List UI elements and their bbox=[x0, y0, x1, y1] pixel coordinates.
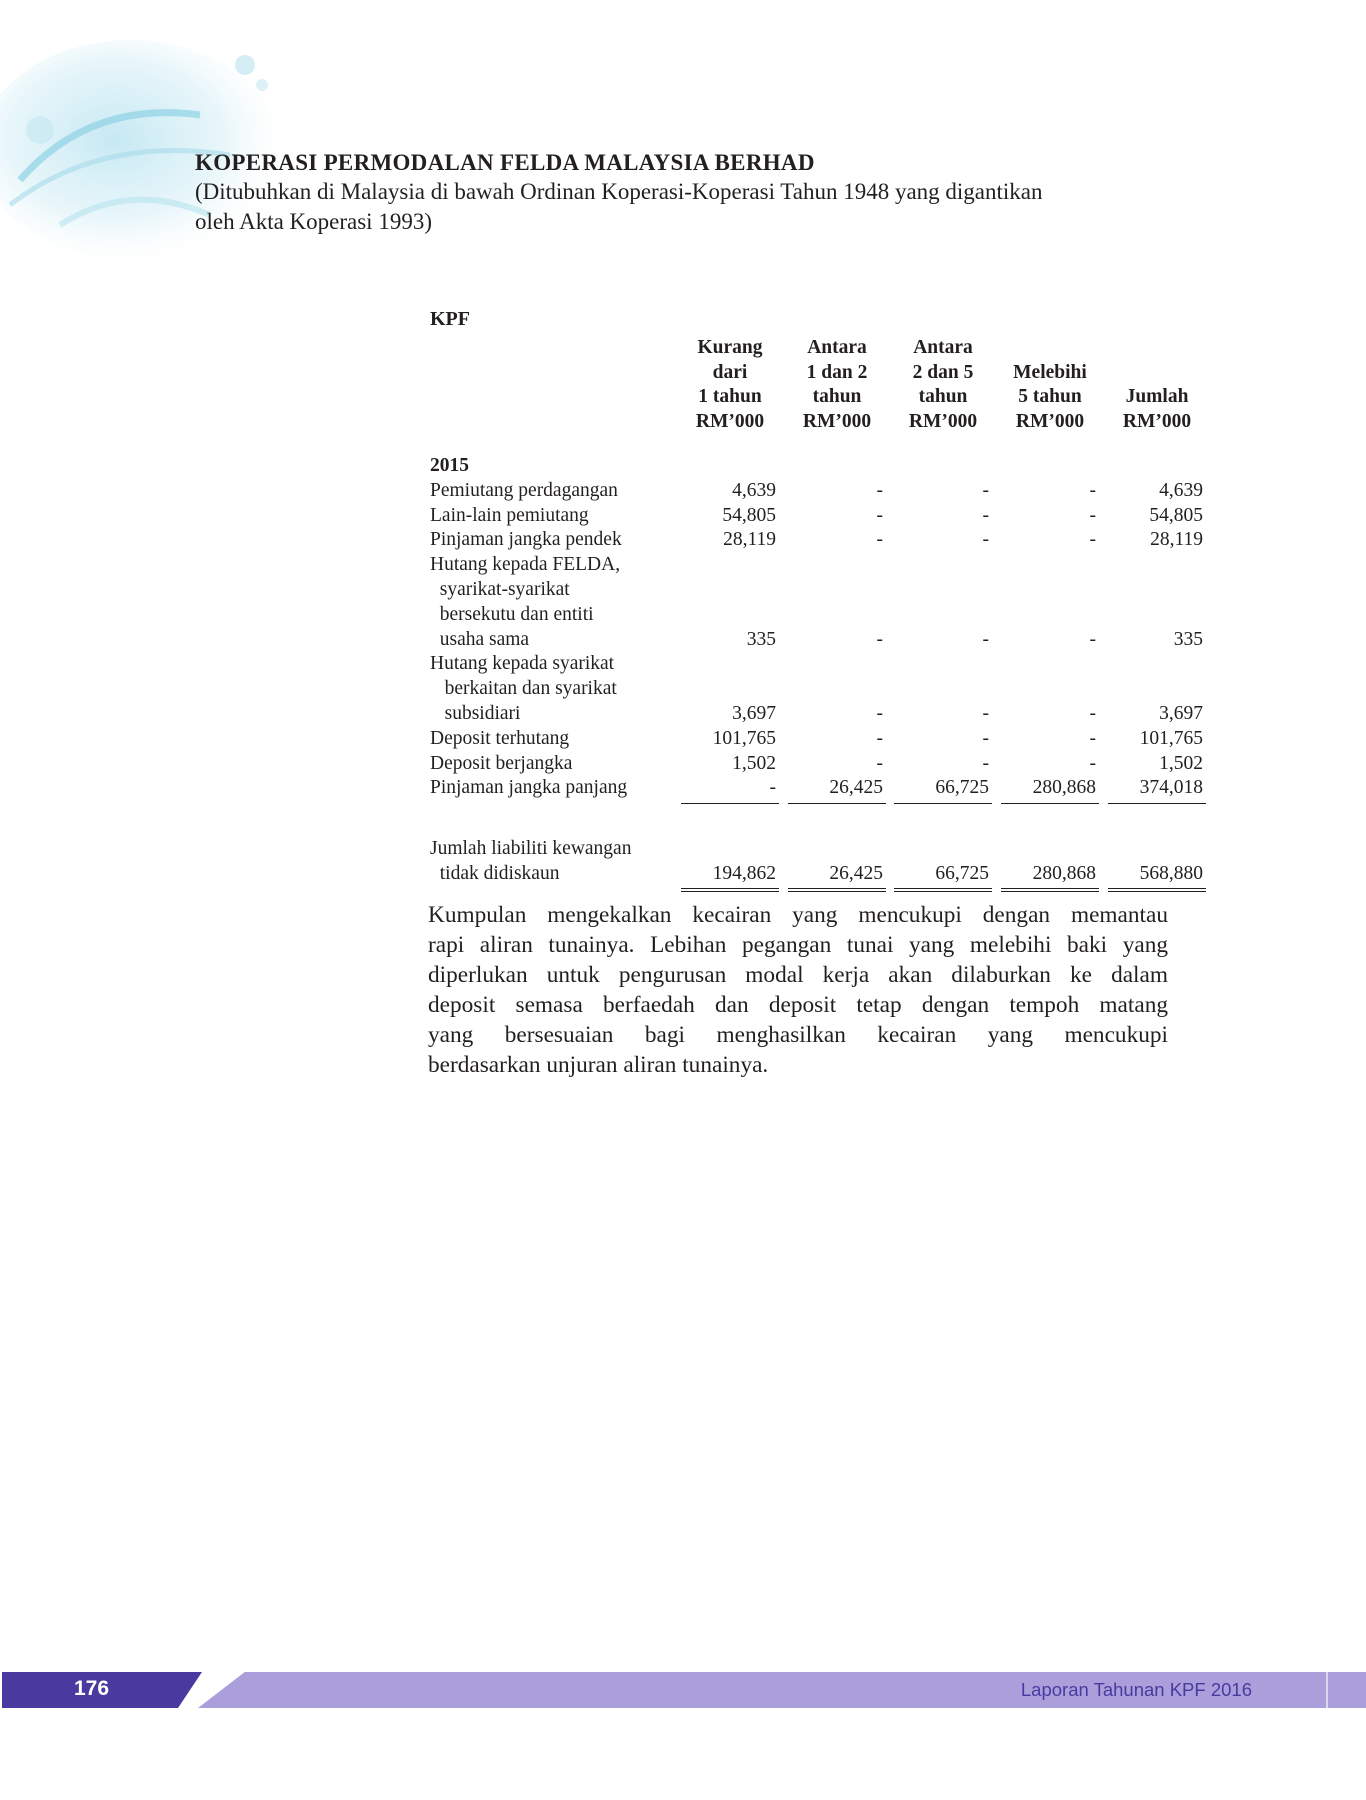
table-row-value: 335 bbox=[1173, 628, 1203, 650]
column-header-line: tahun bbox=[918, 386, 968, 407]
paragraph-line: diperlukan untuk pengurusan modal kerja akan dilaburkan ke dalam bbox=[428, 962, 1168, 988]
table-row-label: subsidiari bbox=[430, 703, 521, 724]
table-row-value: 280,868 bbox=[1032, 777, 1096, 799]
page-footer bbox=[0, 1672, 1366, 1708]
total-double-rule bbox=[894, 888, 992, 892]
table-row-value: - bbox=[769, 777, 776, 799]
table-row-value: 28,119 bbox=[1150, 529, 1203, 551]
total-row-value: 26,425 bbox=[829, 863, 883, 884]
total-row-value: 280,868 bbox=[1032, 863, 1096, 884]
paragraph-line: deposit semasa berfaedah dan deposit tetap dengan tempoh matang bbox=[428, 992, 1168, 1018]
column-header-4 bbox=[1002, 336, 1098, 434]
column-header-line: 2 dan 5 bbox=[912, 361, 974, 383]
organization-description-line-2: oleh Akta Koperasi 1993) bbox=[195, 209, 432, 234]
table-row-value: - bbox=[982, 529, 989, 551]
organization-header bbox=[195, 149, 1185, 237]
total-double-rule bbox=[681, 888, 779, 892]
table-row-value: - bbox=[1089, 752, 1096, 774]
table-row-value: 28,119 bbox=[723, 529, 776, 551]
column-header-line: Melebihi bbox=[1013, 361, 1087, 383]
table-row-label: berkaitan dan syarikat bbox=[430, 678, 617, 700]
column-header-line: 1 dan 2 bbox=[806, 361, 868, 383]
column-header-line: Antara bbox=[913, 337, 973, 358]
total-double-rule bbox=[1001, 888, 1099, 892]
table-row-value: - bbox=[982, 727, 989, 749]
column-header-line: dari bbox=[712, 361, 748, 383]
entity-label: KPF bbox=[430, 308, 470, 330]
column-header-5 bbox=[1109, 336, 1205, 434]
table-row-label: Lain-lain pemiutang bbox=[430, 504, 589, 526]
table-row-value: - bbox=[1089, 628, 1096, 650]
table-row-value: 335 bbox=[746, 628, 776, 650]
table-row-value: - bbox=[876, 504, 883, 526]
page-number: 176 bbox=[74, 1677, 110, 1700]
table-row-value: - bbox=[876, 703, 883, 724]
column-header-line: RM’000 bbox=[908, 410, 978, 432]
column-header-1 bbox=[682, 336, 778, 434]
column-header-line bbox=[1109, 361, 1205, 386]
subtotal-rule bbox=[894, 803, 992, 804]
table-row-value: - bbox=[876, 529, 883, 551]
table-row-label: Pinjaman jangka panjang bbox=[430, 777, 628, 799]
table-row-label: Deposit berjangka bbox=[430, 752, 573, 774]
column-header-2 bbox=[789, 336, 885, 434]
column-header-line: 1 tahun bbox=[698, 386, 762, 407]
subtotal-rule bbox=[1001, 803, 1099, 804]
table-row-label: Hutang kepada FELDA, bbox=[430, 554, 621, 576]
column-header-line: RM’000 bbox=[1122, 410, 1192, 432]
column-header-line: RM’000 bbox=[695, 410, 765, 432]
paragraph-line: rapi aliran tunainya. Lebihan pegangan tunai yang melebihi baki yang bbox=[428, 932, 1168, 958]
column-header-line: RM’000 bbox=[802, 410, 872, 432]
subtotal-rule bbox=[788, 803, 886, 804]
table-row-value: - bbox=[982, 752, 989, 774]
table-row-value: 4,639 bbox=[732, 479, 776, 501]
column-header-line: Kurang bbox=[697, 337, 763, 358]
total-row-label: Jumlah liabiliti kewangan bbox=[430, 838, 632, 860]
column-header-3 bbox=[895, 336, 991, 434]
table-row-value: - bbox=[1089, 529, 1096, 551]
table-row-value: - bbox=[982, 703, 989, 724]
table-row-value: - bbox=[876, 628, 883, 650]
table-row-value: - bbox=[1089, 703, 1096, 724]
table-row-value: - bbox=[1089, 727, 1096, 749]
table-row-label: bersekutu dan entiti bbox=[430, 603, 594, 625]
table-row-value: - bbox=[982, 504, 989, 526]
table-row-value: 1,502 bbox=[1159, 752, 1203, 774]
table-row-value: - bbox=[982, 628, 989, 650]
table-row-value: 66,725 bbox=[935, 777, 989, 799]
table-row-value: - bbox=[876, 727, 883, 749]
table-row-label: syarikat-syarikat bbox=[430, 579, 570, 600]
paragraph-line: yang bersesuaian bagi menghasilkan kecairan yang mencukupi bbox=[428, 1022, 1168, 1048]
total-double-rule bbox=[1108, 888, 1206, 892]
table-row-value: 374,018 bbox=[1139, 777, 1203, 799]
report-title: Laporan Tahunan KPF 2016 bbox=[1020, 1679, 1252, 1700]
organization-name: KOPERASI PERMODALAN FELDA MALAYSIA BERHAD bbox=[195, 150, 815, 175]
subtotal-rule bbox=[1108, 803, 1206, 804]
total-row-value: 194,862 bbox=[712, 863, 776, 884]
total-row-label: tidak didiskaun bbox=[430, 863, 560, 884]
table-row-value: 101,765 bbox=[1139, 727, 1203, 749]
table-row-label: usaha sama bbox=[430, 628, 530, 650]
column-header-line: RM’000 bbox=[1015, 410, 1085, 432]
column-header-line: Antara bbox=[807, 337, 867, 358]
table-row-value: 1,502 bbox=[732, 752, 776, 774]
table-row-value: - bbox=[876, 752, 883, 774]
table-row-value: - bbox=[1089, 479, 1096, 501]
table-row-label: Pinjaman jangka pendek bbox=[430, 529, 622, 551]
table-row-value: 54,805 bbox=[1149, 504, 1203, 526]
table-row-value: - bbox=[876, 479, 883, 501]
table-row-value: 4,639 bbox=[1159, 479, 1203, 501]
table-row-value: - bbox=[982, 479, 989, 501]
subtotal-rule bbox=[681, 803, 779, 804]
total-row-value: 66,725 bbox=[935, 863, 989, 884]
column-header-line bbox=[1109, 336, 1205, 361]
table-row-value: 54,805 bbox=[722, 504, 776, 526]
total-double-rule bbox=[788, 888, 886, 892]
year-heading: 2015 bbox=[430, 455, 469, 476]
column-header-line: 5 tahun bbox=[1018, 386, 1082, 407]
total-row-value: 568,880 bbox=[1139, 863, 1203, 884]
table-row-value: 3,697 bbox=[732, 703, 776, 724]
footer-divider bbox=[1326, 1672, 1328, 1708]
table-row-label: Deposit terhutang bbox=[430, 727, 570, 749]
table-row-value: 26,425 bbox=[829, 777, 883, 799]
liquidity-paragraph bbox=[428, 900, 1168, 1080]
paragraph-line: Kumpulan mengekalkan kecairan yang mencukupi dengan memantau bbox=[428, 902, 1168, 928]
table-row-value: 101,765 bbox=[712, 727, 776, 749]
table-row-value: 3,697 bbox=[1159, 703, 1203, 724]
paragraph-line: berdasarkan unjuran aliran tunainya. bbox=[428, 1052, 769, 1078]
table-row-label: Pemiutang perdagangan bbox=[430, 479, 618, 501]
column-header-line bbox=[1002, 336, 1098, 361]
column-header-line: Jumlah bbox=[1125, 386, 1189, 407]
table-row-value: - bbox=[1089, 504, 1096, 526]
table-row-label: Hutang kepada syarikat bbox=[430, 653, 615, 675]
column-header-line: tahun bbox=[812, 386, 862, 407]
organization-description-line-1: (Ditubuhkan di Malaysia di bawah Ordinan Koperasi-Koperasi Tahun 1948 yang digantikan bbox=[195, 179, 1043, 204]
